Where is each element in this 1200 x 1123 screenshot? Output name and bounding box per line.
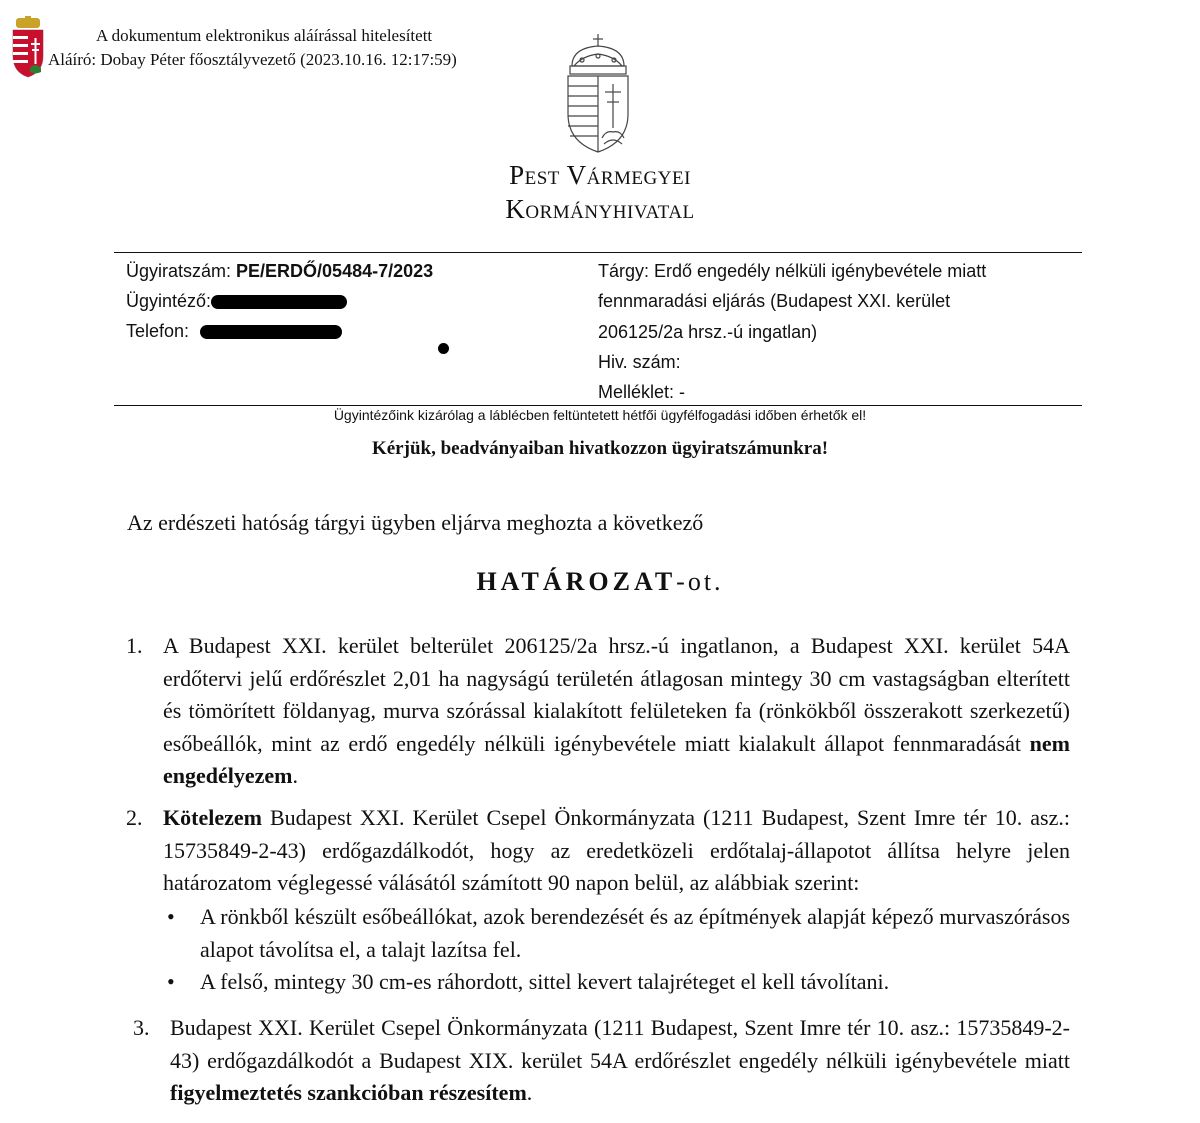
hungarian-coat-of-arms-icon: [10, 16, 46, 78]
e-signature-block: [10, 12, 530, 87]
subject-line1: Tárgy: Erdő engedély nélküli igénybevétele miatt: [598, 261, 987, 281]
header-top-rule: [114, 252, 1082, 253]
phone-row: [126, 321, 342, 342]
item-number: 2.: [126, 805, 143, 830]
header-bottom-rule: [114, 405, 1082, 406]
item-text-end: .: [292, 763, 298, 788]
signer-info: Aláíró: Dobay Péter főosztályvezető (2023.10.16. 12:17:59): [48, 50, 457, 69]
org-name-line2: Kormányhivatal: [505, 194, 695, 224]
redacted-clerk-name: [211, 295, 347, 309]
item-text: A Budapest XXI. kerület belterület 206125/2a hrsz.-ú ingatlanon, a Budapest XXI. kerület 54A erdőtervi jelű erdőrészlet 2,01 ha nagyságú területén átlagosan mintegy 30 cm vastagságban elterített és tömörített földanyag, murva szórással kialakított felületeken fa (rönkökből összerakott szerkezetű) esőbeállók, mint az erdő engedély nélküli igénybevétele miatt kialakult állapot fennmaradását: [163, 633, 1070, 756]
case-number-row: [126, 261, 433, 282]
clerk-label: Ügyintéző:: [126, 291, 212, 311]
decision-item-3: [133, 1012, 1070, 1110]
item-text: Budapest XXI. Kerület Csepel Önkormányzata (1211 Budapest, Szent Imre tér 10. asz.: 15735849-2-43) erdőgazdálkodót, hogy az eredetközeli erdőtalaj-állapotot állítsa helyre jelen határozatom véglegessé válásától számított 90 napon belül, az alábbiak szerint:: [163, 805, 1070, 895]
attachment-label: Melléklet: -: [598, 382, 686, 402]
redacted-phone-number: [200, 325, 342, 339]
decision-title-suffix: -ot.: [676, 567, 724, 596]
intro-sentence: Az erdészeti hatóság tárgyi ügyben eljárva meghozta a következő: [127, 510, 704, 535]
item-number: 3.: [133, 1015, 150, 1040]
subject-line2: fennmaradási eljárás (Budapest XXI. kerület: [598, 291, 951, 311]
decision-item-1: [126, 630, 1070, 793]
reference-number-label: Hiv. szám:: [598, 352, 681, 372]
phone-label: Telefon:: [126, 321, 190, 341]
clerk-row: [126, 291, 347, 312]
list-item: [167, 966, 1070, 999]
decision-title-main: HATÁROZAT: [476, 567, 677, 596]
office-hours-notice: Ügyintézőink kizárólag a láblécben feltüntetett hétfői ügyfélfogadási időben érhetők el!: [333, 407, 867, 423]
item-emphasis: nem engedélyezem: [163, 730, 1070, 788]
item-emphasis: figyelmeztetés szankcióban részesítem: [170, 1080, 527, 1105]
org-name-line1: Pest Vármegyei: [509, 160, 691, 190]
item-emphasis: Kötelezem: [163, 805, 262, 830]
signature-notice: A dokumentum elektronikus aláírással hitelesített: [96, 26, 433, 45]
stray-dot: [438, 343, 449, 354]
item-text-end: .: [526, 1080, 533, 1105]
bullet-text: A rönkből készült esőbeállókat, azok berendezését és az építmények alapját képező murvaszórásos alapot távolítsa el, a talajt lazítsa fel.: [200, 904, 1070, 962]
bullet-text: A felső, mintegy 30 cm-es ráhordott, sittel kevert talajréteget el kell távolítani.: [200, 969, 890, 994]
subject-line3: 206125/2a hrsz.-ú ingatlan): [598, 322, 818, 342]
case-number-label: Ügyiratszám:: [126, 261, 237, 281]
decision-title: [0, 567, 1200, 597]
coat-of-arms-icon: [562, 32, 634, 154]
case-number-value: PE/ERDŐ/05484-7/2023: [236, 261, 434, 281]
decision-item-2: [126, 802, 1070, 900]
reference-request: Kérjük, beadványaiban hivatkozzon ügyiratszámunkra!: [371, 438, 829, 459]
item-number: 1.: [126, 633, 143, 658]
bullet-icon: •: [167, 904, 175, 929]
list-item: [167, 901, 1070, 966]
item-text: Budapest XXI. Kerület Csepel Önkormányzata (1211 Budapest, Szent Imre tér 10. asz.: 15735849-2-43) erdőgazdálkodót a Budapest XIX. kerület 54A erdőrészlet engedély nélküli igénybevétele miatt: [170, 1015, 1070, 1073]
bullet-icon: •: [167, 969, 175, 994]
